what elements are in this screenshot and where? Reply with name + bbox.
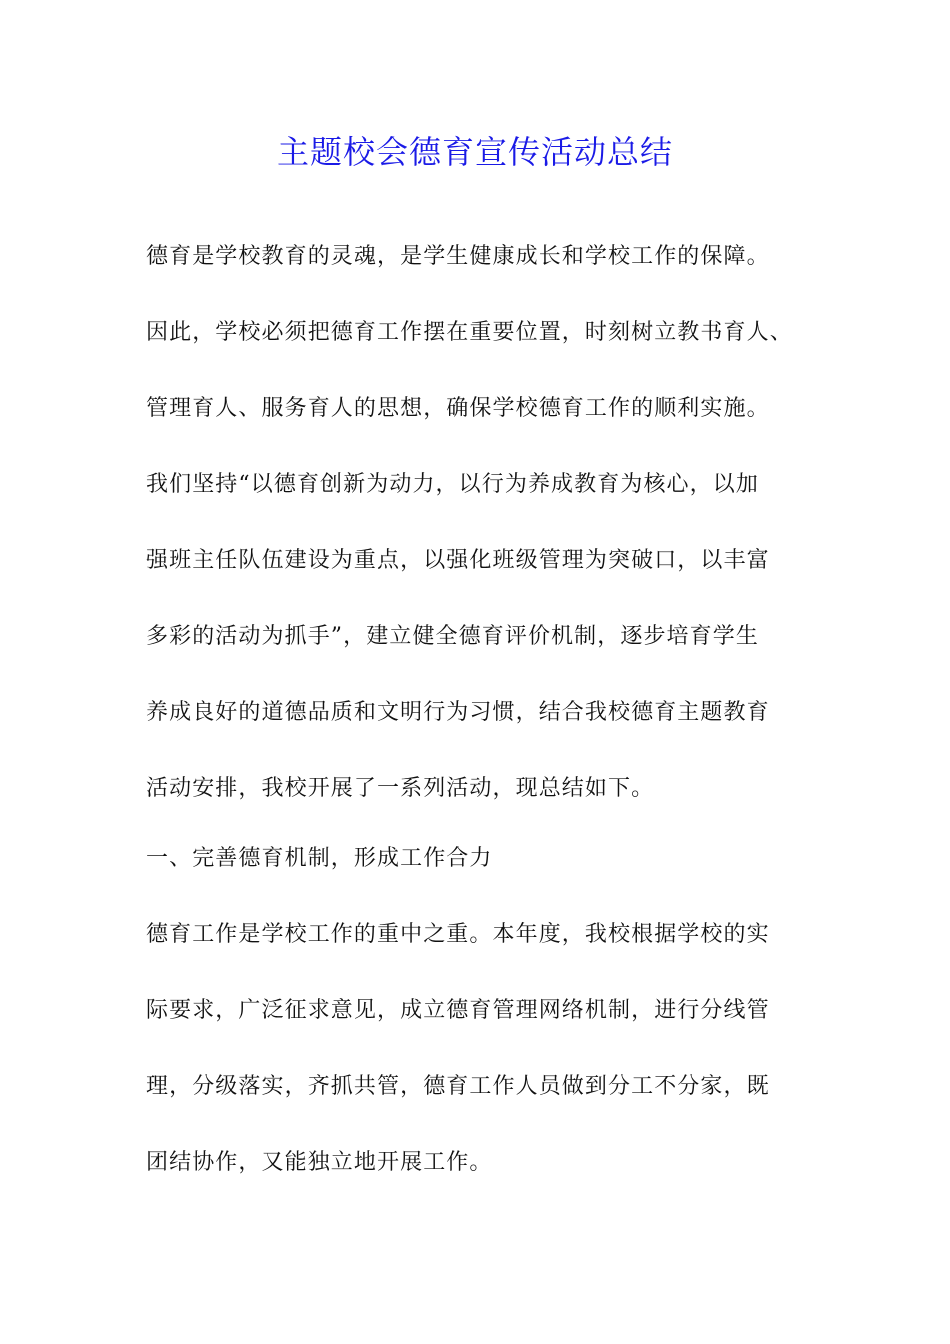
paragraph-line: 多彩的活动为抓手”，建立健全德育评价机制，逐步培育学生 <box>146 624 759 649</box>
paragraph-line: 际要求，广泛征求意见，成立德育管理网络机制，进行分线管 <box>146 998 770 1023</box>
paragraph-line: 我们坚持“以德育创新为动力，以行为养成教育为核心，以加 <box>146 472 759 497</box>
paragraph-line: 德育工作是学校工作的重中之重。本年度，我校根据学校的实 <box>146 922 770 947</box>
paragraph-line: 因此，学校必须把德育工作摆在重要位置，时刻树立教书育人、 <box>146 320 793 345</box>
document-title: 主题校会德育宣传活动总结 <box>276 133 673 171</box>
paragraph-line: 德育是学校教育的灵魂，是学生健康成长和学校工作的保障。 <box>146 244 770 269</box>
paragraph-line: 理，分级落实，齐抓共管，德育工作人员做到分工不分家，既 <box>146 1074 770 1099</box>
paragraph-line: 管理育人、服务育人的思想，确保学校德育工作的顺利实施。 <box>146 396 770 421</box>
paragraph-line: 团结协作，又能独立地开展工作。 <box>146 1150 493 1175</box>
section-heading: 一、完善德育机制，形成工作合力 <box>146 846 493 871</box>
paragraph-line: 养成良好的道德品质和文明行为习惯，结合我校德育主题教育 <box>146 700 770 725</box>
paragraph-line: 活动安排，我校开展了一系列活动，现总结如下。 <box>146 776 655 801</box>
paragraph-line: 强班主任队伍建设为重点，以强化班级管理为突破口，以丰富 <box>146 548 770 573</box>
